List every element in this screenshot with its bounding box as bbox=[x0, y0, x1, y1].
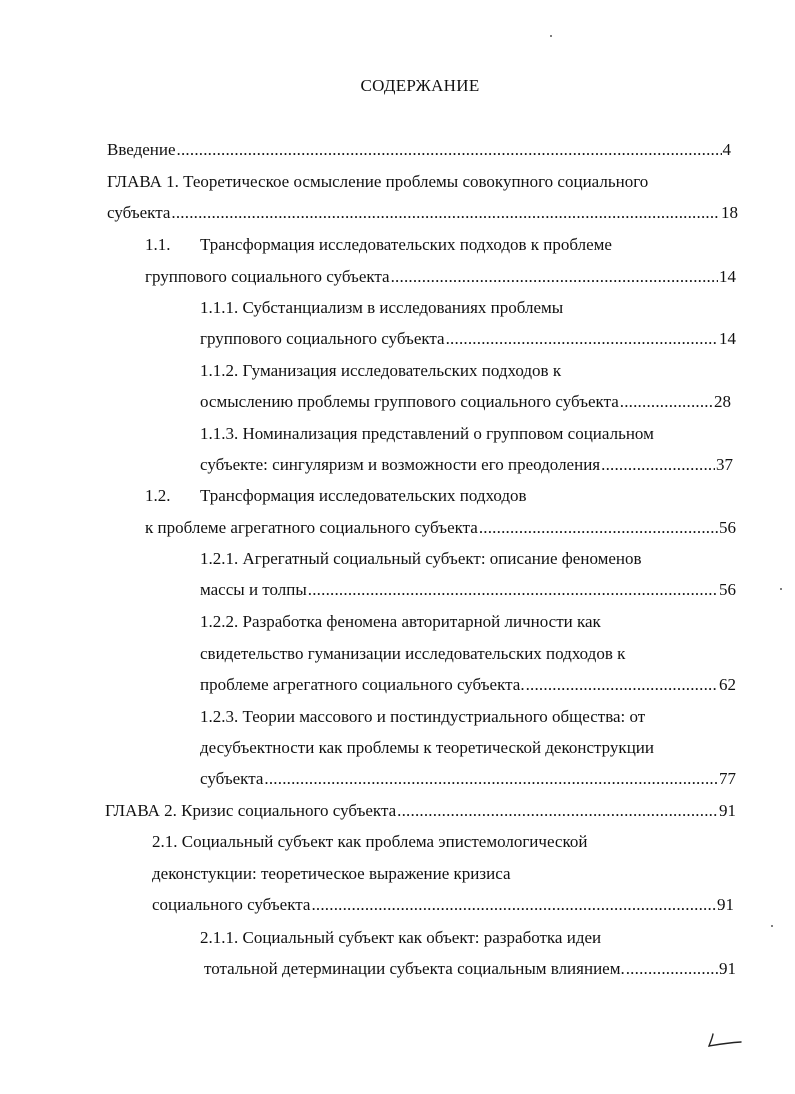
toc-section-1-2-line1: Трансформация исследовательских подходов bbox=[200, 486, 527, 505]
scan-speck bbox=[550, 35, 552, 37]
toc-section-1-2-2-line2: свидетельство гуманизации исследовательских подходов к bbox=[200, 644, 626, 663]
toc-entry-text: группового социального субъекта bbox=[200, 329, 445, 348]
toc-entry-text: тотальной детерминации субъекта социальным влиянием. bbox=[204, 959, 625, 978]
toc-entry-chapter-1 bbox=[107, 202, 738, 224]
toc-entry-text: проблеме агрегатного социального субъекта. bbox=[200, 675, 525, 694]
toc-page-number: 77 bbox=[719, 769, 736, 788]
toc-leader bbox=[177, 139, 722, 161]
toc-page-number: 18 bbox=[721, 203, 738, 222]
toc-leader bbox=[308, 579, 718, 601]
toc-entry-text: массы и толпы bbox=[200, 580, 307, 599]
toc-section-1-1-line1: Трансформация исследовательских подходов к проблеме bbox=[200, 235, 612, 254]
toc-entry-section-1-1-3 bbox=[200, 454, 733, 476]
toc-page-number: 14 bbox=[719, 329, 736, 348]
toc-section-1-1-1-line1: 1.1.1. Субстанциализм в исследованиях проблемы bbox=[200, 298, 564, 317]
toc-section-1-2-3-line1: 1.2.3. Теории массового и постиндустриального общества: от bbox=[200, 707, 646, 726]
toc-page-number: 56 bbox=[719, 518, 736, 537]
toc-chapter-1-line1: ГЛАВА 1. Теоретическое осмысление проблемы совокупного социального bbox=[107, 172, 649, 191]
toc-entry-section-1-2 bbox=[145, 517, 736, 539]
toc-entry-text: осмыслению проблемы группового социального субъекта bbox=[200, 392, 619, 411]
toc-entry-intro bbox=[107, 139, 731, 161]
toc-leader bbox=[626, 958, 718, 980]
toc-leader bbox=[446, 328, 718, 350]
page-title: СОДЕРЖАНИЕ bbox=[360, 76, 480, 95]
toc-entry-section-1-2-3 bbox=[200, 768, 736, 790]
toc-leader bbox=[311, 894, 716, 916]
toc-entry-text: субъекта bbox=[200, 769, 264, 788]
toc-leader bbox=[601, 454, 715, 476]
toc-page-number: 91 bbox=[719, 801, 736, 820]
toc-page-number: 91 bbox=[717, 895, 734, 914]
scan-speck bbox=[780, 588, 782, 590]
toc-section-1-1-2-line1: 1.1.2. Гуманизация исследовательских подходов к bbox=[200, 361, 562, 380]
toc-entry-section-1-1-2 bbox=[200, 391, 731, 413]
toc-leader bbox=[526, 674, 718, 696]
toc-section-2-1-1-line1: 2.1.1. Социальный субъект как объект: разработка идеи bbox=[200, 928, 602, 947]
toc-page-number: 4 bbox=[722, 140, 731, 159]
toc-section-1-2-2-line1: 1.2.2. Разработка феномена авторитарной личности как bbox=[200, 612, 601, 631]
toc-entry-section-1-2-1 bbox=[200, 579, 736, 601]
toc-section-2-1-line2: деконстукции: теоретическое выражение кризиса bbox=[152, 864, 511, 883]
toc-entry-section-1-2-2 bbox=[200, 674, 736, 696]
toc-section-1-2-3-line2: десубъектности как проблемы к теоретической деконструкции bbox=[200, 738, 654, 757]
toc-page-number: 37 bbox=[716, 455, 733, 474]
toc-section-1-1-3-line1: 1.1.3. Номинализация представлений о групповом социальном bbox=[200, 424, 654, 443]
toc-leader bbox=[620, 391, 713, 413]
toc-section-2-1-line1: 2.1. Социальный субъект как проблема эпистемологической bbox=[152, 832, 588, 851]
toc-entry-text: субъекте: сингуляризм и возможности его преодоления bbox=[200, 455, 601, 474]
toc-leader bbox=[479, 517, 718, 539]
toc-entry-section-1-1-1 bbox=[200, 328, 736, 350]
toc-page-number: 56 bbox=[719, 580, 736, 599]
toc-leader bbox=[397, 800, 718, 822]
toc-leader bbox=[391, 266, 718, 288]
toc-entry-section-2-1-1 bbox=[204, 958, 736, 980]
toc-entry-text: субъекта bbox=[107, 203, 171, 222]
toc-entry-text: социального субъекта bbox=[152, 895, 311, 914]
toc-section-1-2-number: 1.2. bbox=[145, 486, 171, 505]
toc-entry-text: Введение bbox=[107, 140, 176, 159]
toc-page-number: 28 bbox=[714, 392, 731, 411]
toc-section-1-2-1-line1: 1.2.1. Агрегатный социальный субъект: описание феноменов bbox=[200, 549, 642, 568]
toc-entry-text: группового социального субъекта bbox=[145, 267, 390, 286]
toc-entry-chapter-2 bbox=[105, 800, 736, 822]
handwritten-mark-icon bbox=[705, 1030, 745, 1050]
toc-page-number: 91 bbox=[719, 959, 736, 978]
toc-page-number: 14 bbox=[719, 267, 736, 286]
toc-section-1-1-number: 1.1. bbox=[145, 235, 171, 254]
toc-entry-text: ГЛАВА 2. Кризис социального субъекта bbox=[105, 801, 397, 820]
toc-leader bbox=[171, 202, 720, 224]
toc-entry-section-2-1 bbox=[152, 894, 734, 916]
toc-entry-section-1-1 bbox=[145, 266, 736, 288]
scan-speck bbox=[771, 925, 773, 927]
toc-leader bbox=[264, 768, 718, 790]
toc-page-number: 62 bbox=[719, 675, 736, 694]
toc-entry-text: к проблеме агрегатного социального субъекта bbox=[145, 518, 478, 537]
